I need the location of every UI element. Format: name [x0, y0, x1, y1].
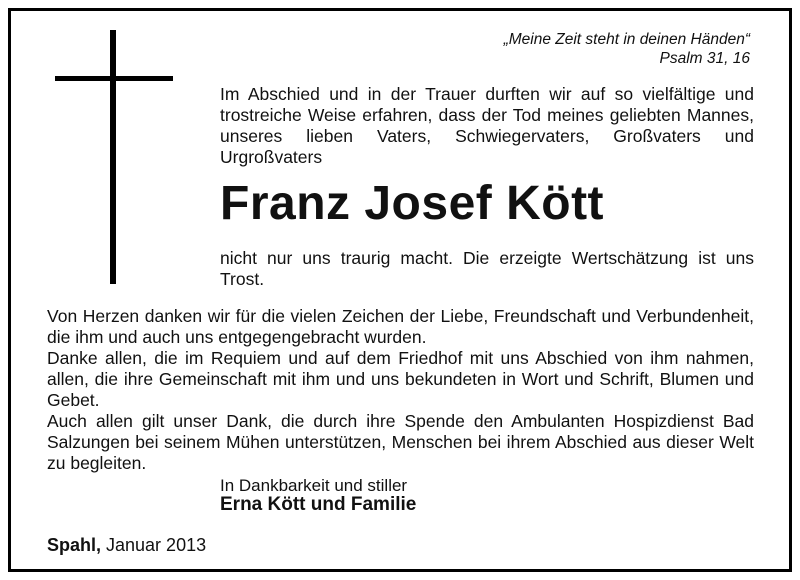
- quote-source: Psalm 31, 16: [659, 50, 750, 67]
- place-name: Spahl,: [47, 535, 102, 555]
- deceased-name: Franz Josef Kött: [220, 177, 605, 230]
- date-text: Januar 2013: [101, 535, 207, 555]
- thanks-paragraph-2: Danke allen, die im Requiem und auf dem Friedhof mit uns Abschied von ihm nahmen, allen, die ihre Gemeinschaft mit ihm und uns bekundeten in Wort und Schrift, Blumen und Gebet.: [47, 348, 754, 410]
- signature-names: Erna Kött und Familie: [220, 494, 417, 515]
- thanks-paragraph-3: Auch allen gilt unser Dank, die durch ihre Spende den Ambulanten Hospizdienst Bad Salzungen bei seinem Mühen unterstützen, Menschen bei ihrem Abschied aus dieser Welt zu begleiten.: [47, 411, 754, 473]
- after-name-paragraph: nicht nur uns traurig macht. Die erzeigte Wertschätzung ist uns Trost.: [220, 248, 754, 289]
- intro-paragraph: Im Abschied und in der Trauer durften wir auf so vielfältige und trostreiche Weise erfahren, dass der Tod meines geliebten Mannes, unseres lieben Vaters, Schwiegervaters, Großvaters und Urgroßvaters: [220, 84, 754, 167]
- cross-vertical-bar: [110, 30, 116, 284]
- thanks-body: [47, 306, 754, 474]
- quote-text: „Meine Zeit steht in deinen Händen“: [503, 31, 750, 48]
- signature-intro: In Dankbarkeit und stiller: [220, 476, 408, 495]
- bible-quote: [504, 30, 750, 68]
- place-date: [47, 535, 206, 556]
- thanks-paragraph-1: Von Herzen danken wir für die vielen Zeichen der Liebe, Freundschaft und Verbundenheit, die ihm und auch uns entgegengebracht wurden.: [47, 306, 754, 347]
- cross-horizontal-bar: [55, 76, 173, 81]
